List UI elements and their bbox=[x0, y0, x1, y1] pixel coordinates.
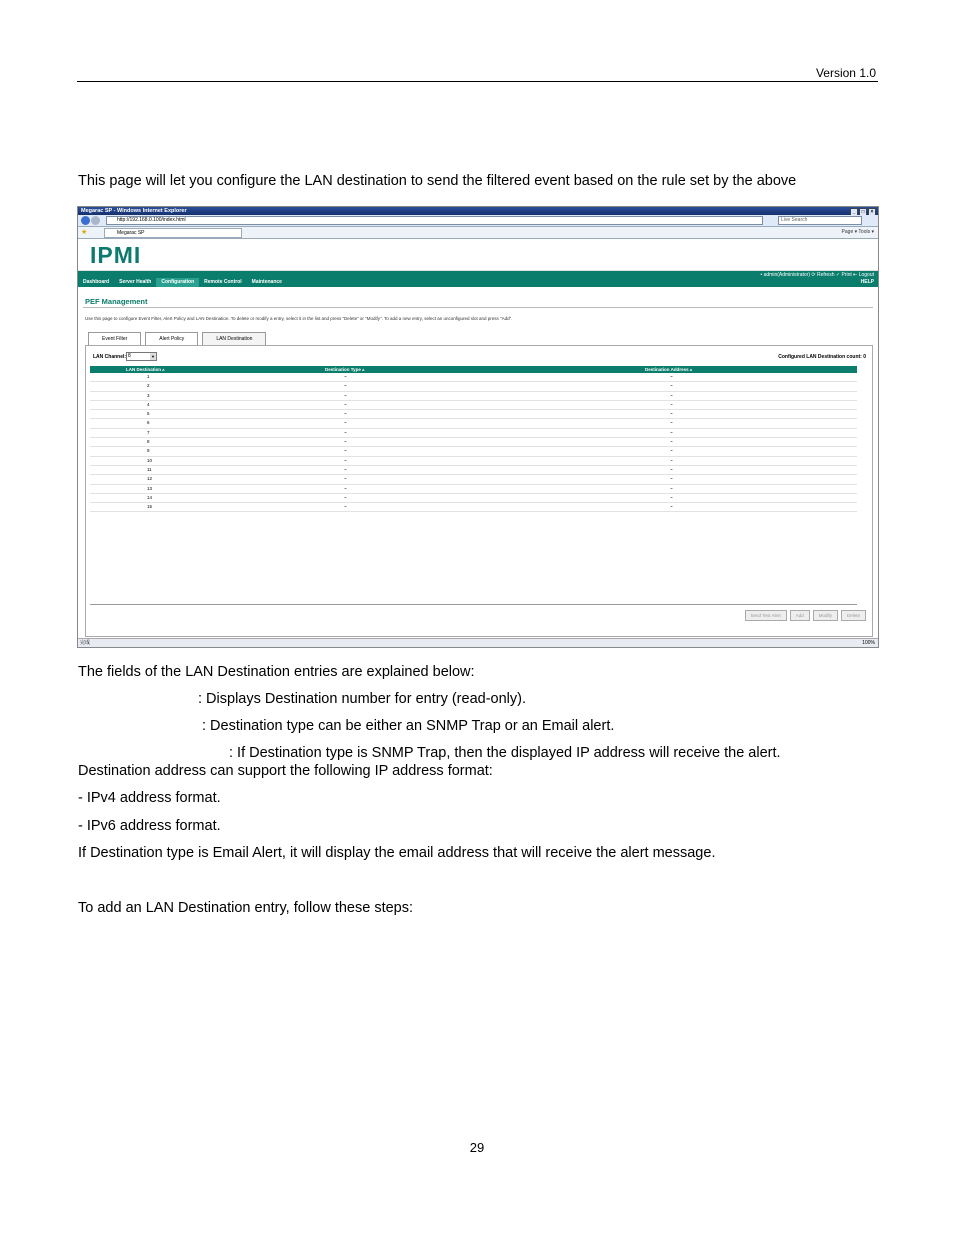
cell-lan-destination: 8 bbox=[147, 439, 150, 445]
configured-count: Configured LAN Destination count: 0 bbox=[778, 354, 866, 360]
main-menu bbox=[78, 278, 287, 287]
cell-destination-address: ~ bbox=[670, 392, 673, 398]
ie-tools[interactable]: Page ▾ Tools ▾ bbox=[841, 229, 874, 235]
fields-intro: The fields of the LAN Destination entries are explained below: bbox=[78, 664, 475, 680]
add-button[interactable]: Add bbox=[790, 610, 810, 621]
cell-destination-address: ~ bbox=[670, 420, 673, 426]
cell-destination-type: ~ bbox=[344, 466, 347, 472]
cell-destination-type: ~ bbox=[344, 494, 347, 500]
table-row[interactable] bbox=[90, 447, 857, 456]
cell-destination-address: ~ bbox=[670, 457, 673, 463]
cell-destination-type: ~ bbox=[344, 383, 347, 389]
table-row[interactable] bbox=[90, 410, 857, 419]
cell-lan-destination: 10 bbox=[147, 457, 153, 463]
table-row[interactable] bbox=[90, 475, 857, 484]
cell-destination-type: ~ bbox=[344, 448, 347, 454]
field-destination-address-desc-2: Destination address can support the following IP address format: bbox=[78, 763, 493, 779]
col-destination-type[interactable]: Destination Type ▵ bbox=[325, 367, 365, 372]
action-buttons bbox=[745, 610, 866, 621]
lan-destination-panel bbox=[85, 345, 873, 637]
maximize-icon[interactable]: □ bbox=[859, 208, 867, 216]
steps-paragraph: To add an LAN Destination entry, follow these steps: bbox=[78, 900, 414, 916]
cell-destination-address: ~ bbox=[670, 383, 673, 389]
menu-maintenance[interactable]: Maintenance bbox=[251, 279, 282, 285]
forward-icon[interactable] bbox=[91, 216, 100, 225]
ipv6-item: - IPv6 address format. bbox=[78, 818, 221, 834]
cell-destination-address: ~ bbox=[670, 485, 673, 491]
send-test-alert-button[interactable]: Send Test Alert bbox=[745, 610, 787, 621]
cell-lan-destination: 2 bbox=[147, 383, 150, 389]
version-label: Version 1.0 bbox=[815, 66, 876, 80]
table-row[interactable] bbox=[90, 382, 857, 391]
lan-channel-label: LAN Channel: bbox=[93, 354, 127, 360]
url-input[interactable]: http://192.168.0.100/index.html bbox=[106, 216, 763, 225]
col-destination-address[interactable]: Destination Address ▵ bbox=[645, 367, 693, 372]
table-body bbox=[90, 373, 857, 512]
minimize-icon[interactable]: _ bbox=[850, 208, 858, 216]
cell-destination-type: ~ bbox=[344, 485, 347, 491]
cell-destination-address: ~ bbox=[670, 504, 673, 510]
cell-lan-destination: 9 bbox=[147, 448, 150, 454]
ie-status-bar bbox=[78, 638, 878, 647]
ie-titlebar bbox=[78, 207, 878, 215]
cell-lan-destination: 4 bbox=[147, 401, 150, 407]
header-rule bbox=[77, 81, 878, 82]
cell-destination-type: ~ bbox=[344, 401, 347, 407]
table-row[interactable] bbox=[90, 429, 857, 438]
menu-dashboard[interactable]: Dashboard bbox=[83, 279, 110, 285]
field-destination-type-desc: : Destination type can be either an SNMP Trap or an Email alert. bbox=[202, 718, 615, 734]
delete-button[interactable]: Delete bbox=[841, 610, 866, 621]
close-icon[interactable]: × bbox=[868, 208, 876, 216]
cell-destination-type: ~ bbox=[344, 429, 347, 435]
status-text: 完成 bbox=[80, 640, 91, 646]
table-row[interactable] bbox=[90, 438, 857, 447]
cell-lan-destination: 14 bbox=[147, 494, 153, 500]
cell-destination-type: ~ bbox=[344, 504, 347, 510]
cell-lan-destination: 3 bbox=[147, 392, 150, 398]
nav-bar bbox=[78, 271, 878, 287]
table-row[interactable] bbox=[90, 503, 857, 512]
cell-destination-type: ~ bbox=[344, 439, 347, 445]
cell-lan-destination: 1 bbox=[147, 374, 150, 379]
cell-lan-destination: 12 bbox=[147, 476, 153, 482]
table-row[interactable] bbox=[90, 494, 857, 503]
col-lan-destination[interactable]: LAN Destination ▵ bbox=[126, 367, 165, 372]
table-row[interactable] bbox=[90, 401, 857, 410]
favorites-star-icon[interactable]: ★ bbox=[81, 229, 88, 236]
cell-lan-destination: 15 bbox=[147, 504, 153, 510]
table-row[interactable] bbox=[90, 457, 857, 466]
pef-screenshot bbox=[77, 206, 879, 648]
cell-destination-address: ~ bbox=[670, 476, 673, 482]
cell-lan-destination: 6 bbox=[147, 420, 150, 426]
cell-destination-type: ~ bbox=[344, 420, 347, 426]
table-header bbox=[90, 366, 857, 373]
table-row[interactable] bbox=[90, 373, 857, 382]
cell-lan-destination: 5 bbox=[147, 411, 150, 417]
help-link[interactable]: HELP bbox=[860, 279, 874, 285]
cell-lan-destination: 11 bbox=[147, 466, 152, 472]
ie-tab-bar bbox=[78, 227, 878, 239]
table-row[interactable] bbox=[90, 392, 857, 401]
modify-button[interactable]: Modify bbox=[813, 610, 838, 621]
pef-description: Use this page to configure Event Filter, Alert Policy and LAN Destination. To delete or modify a entry, select it in the list and press "Delete" or "Modify". To add a new entry, select an unconfigured slot and press "Add". bbox=[85, 316, 513, 321]
cell-destination-address: ~ bbox=[670, 429, 673, 435]
menu-configuration[interactable]: Configuration bbox=[156, 278, 199, 287]
zoom-level[interactable]: 100% bbox=[862, 640, 875, 646]
cell-lan-destination: 7 bbox=[147, 429, 150, 435]
email-paragraph: If Destination type is Email Alert, it will display the email address that will receive the alert message. bbox=[78, 845, 716, 861]
field-lan-destination-desc: : Displays Destination number for entry (read-only). bbox=[198, 691, 526, 707]
tab-lan-destination[interactable]: LAN Destination bbox=[202, 332, 266, 345]
ie-address-bar bbox=[78, 215, 878, 227]
ipmi-header bbox=[78, 239, 878, 271]
cell-destination-address: ~ bbox=[670, 374, 673, 379]
ie-title-text: Megarac SP - Windows Internet Explorer bbox=[81, 208, 187, 214]
top-links[interactable]: • admin(Administrator) ⟳ Refresh ✓ Print ⇤ Logout bbox=[760, 272, 874, 278]
pef-divider bbox=[83, 307, 873, 308]
pef-tabs bbox=[88, 332, 266, 345]
ipmi-logo: IPMI bbox=[90, 242, 142, 268]
cell-destination-address: ~ bbox=[670, 448, 673, 454]
cell-destination-type: ~ bbox=[344, 476, 347, 482]
cell-lan-destination: 13 bbox=[147, 485, 153, 491]
cell-destination-type: ~ bbox=[344, 392, 347, 398]
table-row[interactable] bbox=[90, 466, 857, 475]
ipv4-item: - IPv4 address format. bbox=[78, 790, 221, 806]
field-destination-address-desc: : If Destination type is SNMP Trap, then the displayed IP address will receive the alert. bbox=[229, 745, 781, 761]
menu-server-health[interactable]: Server Health bbox=[119, 279, 152, 285]
back-icon[interactable] bbox=[81, 216, 90, 225]
cell-destination-address: ~ bbox=[670, 401, 673, 407]
lan-channel-select[interactable]: 8 ▼ bbox=[126, 352, 157, 361]
cell-destination-type: ~ bbox=[344, 457, 347, 463]
cell-destination-address: ~ bbox=[670, 411, 673, 417]
table-row[interactable] bbox=[90, 419, 857, 428]
menu-remote-control[interactable]: Remote Control bbox=[204, 279, 242, 285]
cell-destination-type: ~ bbox=[344, 411, 347, 417]
tab-event-filter[interactable]: Event Filter bbox=[88, 332, 141, 345]
page-number: 29 bbox=[469, 1140, 485, 1155]
search-input[interactable]: Live Search bbox=[778, 216, 862, 225]
intro-paragraph: This page will let you configure the LAN destination to send the filtered event based on the rule set by the above bbox=[78, 173, 797, 189]
browser-tab[interactable]: Megarac SP bbox=[104, 228, 242, 238]
cell-destination-address: ~ bbox=[670, 439, 673, 445]
cell-destination-address: ~ bbox=[670, 466, 673, 472]
cell-destination-address: ~ bbox=[670, 494, 673, 500]
tab-alert-policy[interactable]: Alert Policy bbox=[145, 332, 198, 345]
cell-destination-type: ~ bbox=[344, 374, 347, 379]
panel-divider bbox=[90, 604, 857, 605]
pef-title: PEF Management bbox=[85, 297, 148, 306]
table-row[interactable] bbox=[90, 485, 857, 494]
